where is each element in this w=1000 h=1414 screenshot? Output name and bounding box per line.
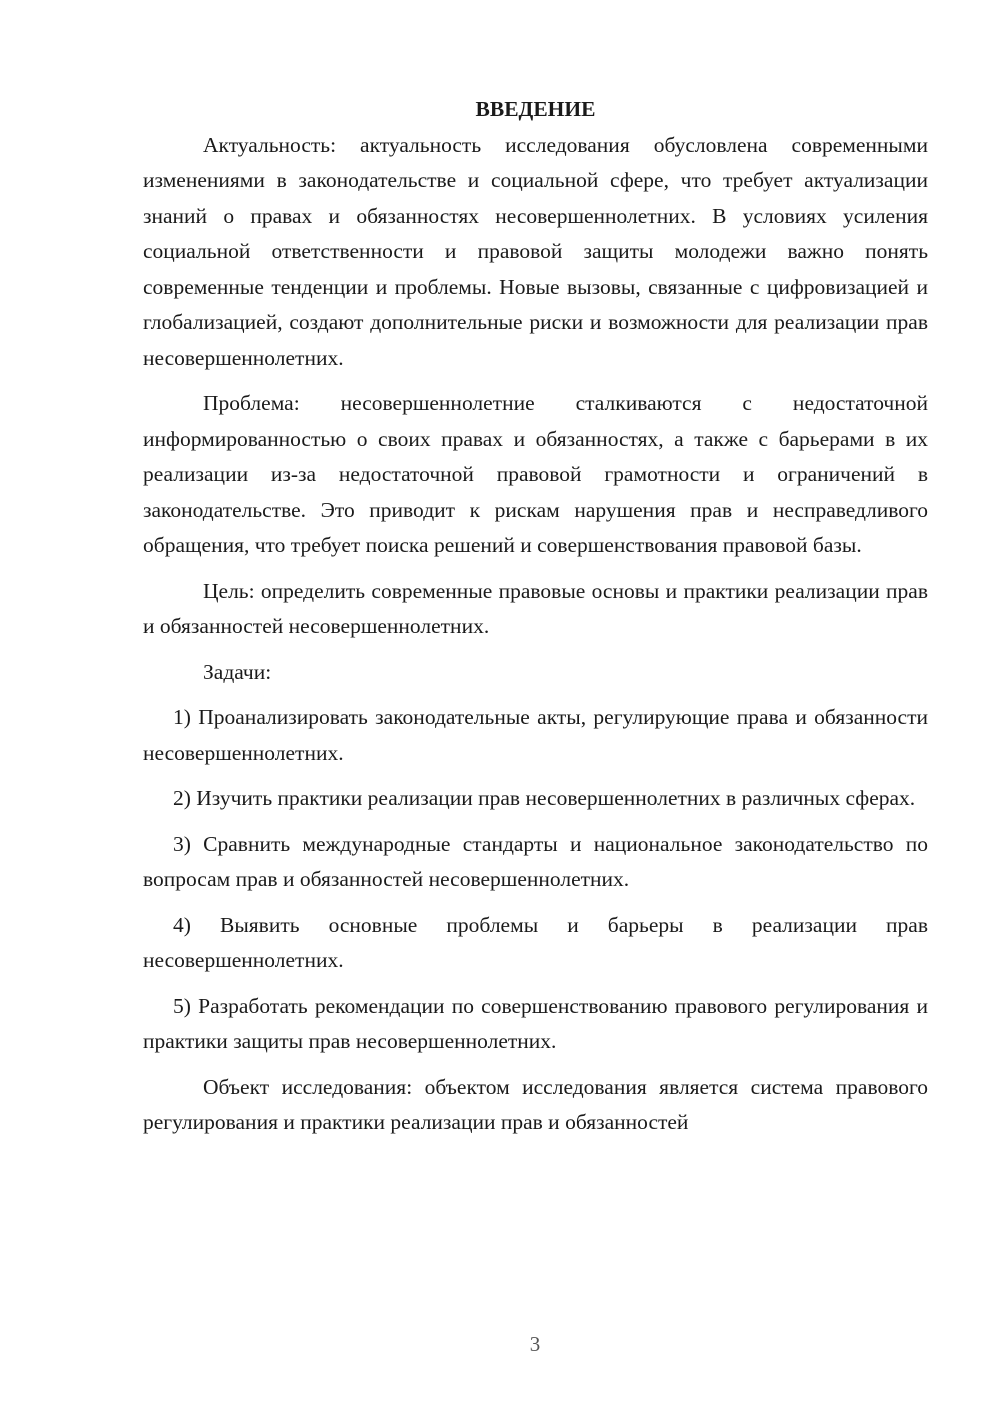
paragraph-tasks-heading: Задачи: <box>203 659 272 684</box>
task-item-1: 1) Проанализировать законодательные акты, регулирующие права и обязанности несовершеннолетних. <box>143 705 928 765</box>
document-body <box>143 92 928 1151</box>
paragraph-problem: Проблема: несовершеннолетние сталкиваются с недостаточной информированностью о своих правах и обязанностях, а также с барьерами в их реализации из-за недостаточной правовой грамотности и ограничений в законодательстве. Это приводит к рискам нарушения прав и несправедливого обращения, что требует поиска решений и совершенствования правовой базы. <box>143 391 928 557</box>
task-item-5: 5) Разработать рекомендации по совершенствованию правового регулирования и практики защиты прав несовершеннолетних. <box>143 993 928 1053</box>
task-item-4: 4) Выявить основные проблемы и барьеры в реализации прав несовершеннолетних. <box>143 912 928 972</box>
page-number: 3 <box>529 1332 541 1356</box>
paragraph-goal: Цель: определить современные правовые основы и практики реализации прав и обязанностей несовершеннолетних. <box>143 578 928 638</box>
task-item-2: 2) Изучить практики реализации прав несовершеннолетних в различных сферах. <box>173 786 916 810</box>
section-title: ВВЕДЕНИЕ <box>475 97 596 121</box>
task-item-3: 3) Сравнить международные стандарты и национальное законодательство по вопросам прав и обязанностей несовершеннолетних. <box>143 831 928 891</box>
paragraph-object: Объект исследования: объектом исследования является система правового регулирования и практики реализации прав и обязанностей <box>143 1074 928 1134</box>
paragraph-relevance: Актуальность: актуальность исследования обусловлена современными изменениями в законодательстве и социальной сфере, что требует актуализации знаний о правах и обязанностях несовершеннолетних. В условиях усиления социальной ответственности и правовой защиты молодежи важно понять современные тенденции и проблемы. Новые вызовы, связанные с цифровизацией и глобализацией, создают дополнительные риски и возможности для реализации прав несовершеннолетних. <box>143 132 928 370</box>
